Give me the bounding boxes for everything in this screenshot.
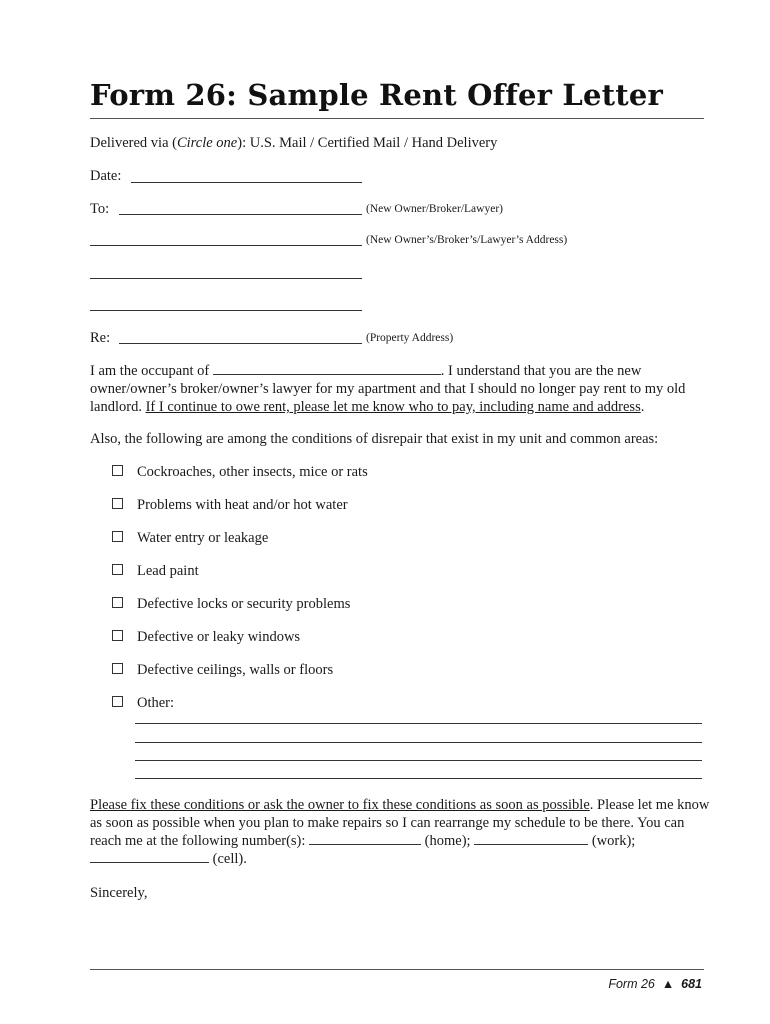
p3-rest: . Please let me know as soon as possible when you plan to make repairs so I can rearrange my schedule to be there. You can reach me at the following number(s): [90, 797, 710, 849]
delivery-options: ): U.S. Mail / Certified Mail / Hand Delivery [237, 135, 498, 151]
address-hint: (New Owner’s/Broker’s/Lawyer’s Address) [366, 234, 568, 246]
condition-item[interactable] [112, 596, 350, 613]
checkbox[interactable] [112, 597, 123, 608]
page-footer [608, 977, 702, 991]
to-field[interactable] [119, 214, 362, 215]
p1-middle: . I understand that you are the new owner/owner’s broker/owner’s lawyer for my apartment and that I should no longer pay rent to my old landlord. [90, 363, 686, 415]
delivery-label: Delivered via ( [90, 135, 177, 151]
to-hint: (New Owner/Broker/Lawyer) [366, 203, 503, 215]
date-label: Date: [90, 168, 122, 184]
footer-divider [90, 969, 704, 970]
p3-underlined: Please fix these conditions or ask the owner to fix these conditions as soon as possible [90, 797, 590, 813]
address-field-1[interactable] [90, 245, 362, 246]
other-field-3[interactable] [135, 760, 702, 761]
other-field-4[interactable] [135, 778, 702, 779]
cell-label: (cell). [212, 851, 247, 867]
condition-item-other[interactable] [112, 695, 174, 712]
p1-underlined: If I continue to owe rent, please let me know who to pay, including name and address [145, 399, 641, 415]
condition-label: Defective ceilings, walls or floors [137, 662, 334, 678]
p1-end: . [640, 399, 645, 415]
conditions-intro: Also, the following are among the conditions of disrepair that exist in my unit and common areas: [90, 431, 659, 447]
title-divider [90, 118, 704, 119]
cell-phone-field[interactable] [90, 850, 209, 863]
re-label: Re: [90, 330, 111, 346]
repair-request-paragraph [90, 796, 710, 868]
address-field-3[interactable] [90, 310, 362, 311]
work-label: (work); [591, 833, 636, 849]
re-hint: (Property Address) [366, 332, 454, 344]
occupant-paragraph [90, 362, 710, 416]
condition-label: Water entry or leakage [137, 530, 269, 546]
checkbox[interactable] [112, 465, 123, 476]
home-phone-field[interactable] [309, 832, 421, 845]
condition-item[interactable] [112, 464, 368, 481]
delivery-line [90, 135, 497, 152]
footer-form-label: Form 26 [608, 977, 655, 991]
triangle-icon: ▲ [661, 977, 675, 991]
checkbox[interactable] [112, 630, 123, 641]
checkbox[interactable] [112, 663, 123, 674]
other-field-1[interactable] [135, 723, 702, 724]
condition-label: Other: [137, 695, 175, 711]
p1-start: I am the occupant of [90, 363, 213, 379]
closing: Sincerely, [90, 885, 148, 901]
checkbox[interactable] [112, 498, 123, 509]
other-field-2[interactable] [135, 742, 702, 743]
page-title: Form 26: Sample Rent Offer Letter [90, 78, 663, 112]
checkbox[interactable] [112, 696, 123, 707]
condition-label: Cockroaches, other insects, mice or rats [137, 464, 368, 480]
date-field[interactable] [131, 182, 362, 183]
condition-item[interactable] [112, 662, 333, 679]
delivery-circle-note: Circle one [176, 135, 238, 151]
condition-item[interactable] [112, 530, 268, 547]
condition-label: Problems with heat and/or hot water [137, 497, 348, 513]
checkbox[interactable] [112, 564, 123, 575]
home-label: (home); [424, 833, 471, 849]
condition-label: Lead paint [137, 563, 199, 579]
page-number: 681 [681, 977, 702, 991]
to-label: To: [90, 201, 110, 217]
condition-label: Defective or leaky windows [137, 629, 301, 645]
condition-item[interactable] [112, 497, 348, 514]
checkbox[interactable] [112, 531, 123, 542]
re-field[interactable] [119, 343, 362, 344]
condition-label: Defective locks or security problems [137, 596, 351, 612]
condition-item[interactable] [112, 629, 300, 646]
address-field-2[interactable] [90, 278, 362, 279]
work-phone-field[interactable] [474, 832, 588, 845]
condition-item[interactable] [112, 563, 199, 580]
occupant-address-field[interactable] [213, 362, 441, 375]
